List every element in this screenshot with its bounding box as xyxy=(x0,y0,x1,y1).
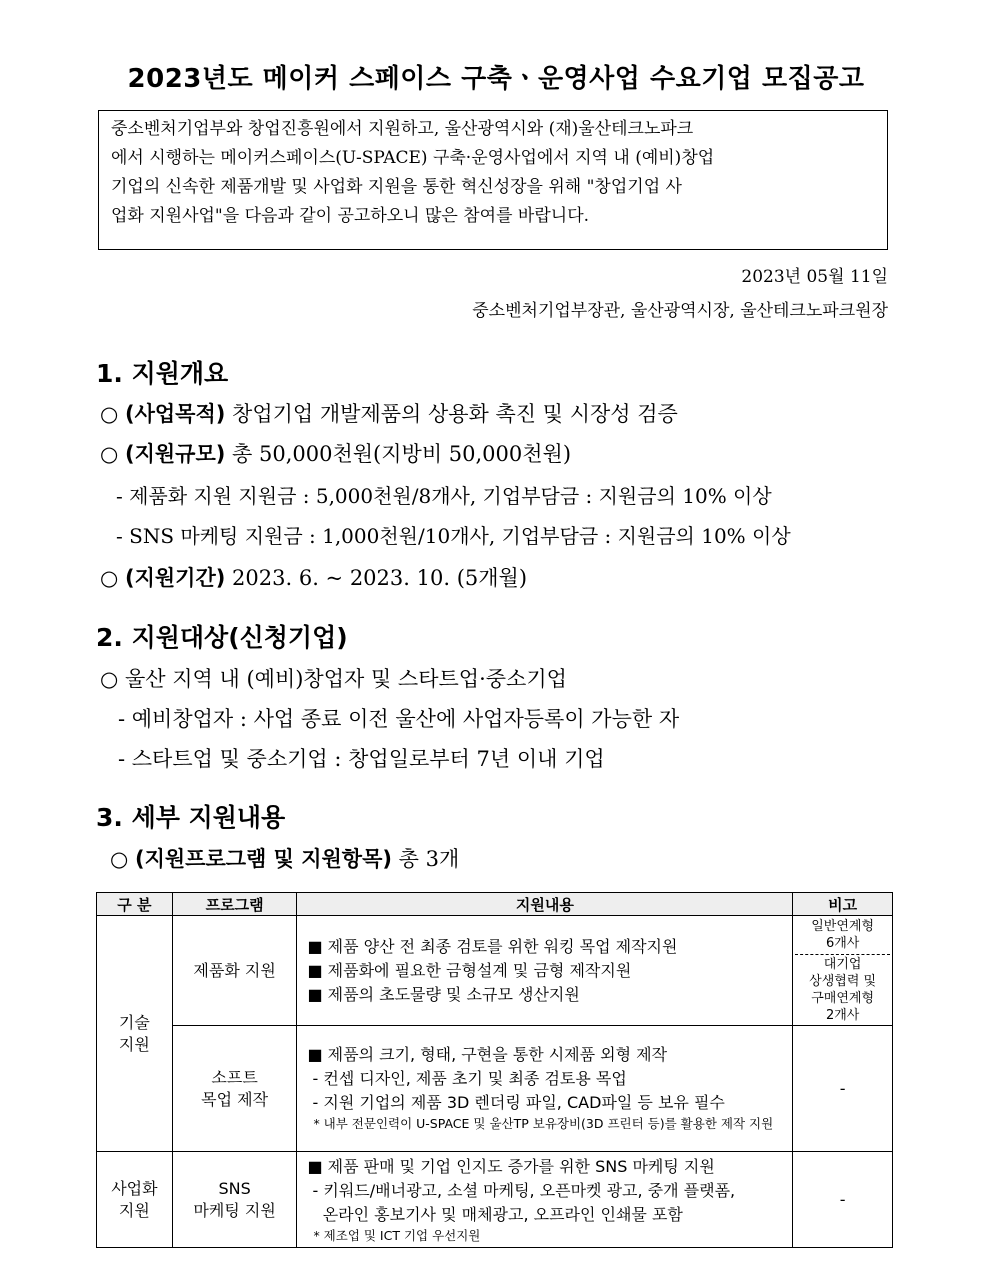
content-item: ■ 제품화에 필요한 금형설계 및 금형 제작지원 xyxy=(307,960,632,980)
target-sub-1: - 예비창업자 : 사업 종료 이전 울산에 사업자등록이 가능한 자 xyxy=(118,707,680,731)
soft-mockup-remark: - xyxy=(793,1026,893,1152)
content-note: * 내부 전문인력이 U-SPACE 및 울산TP 보유장비(3D 프린터 등)를 활용한 제작 지원 xyxy=(313,1115,774,1131)
program-soft-mockup: 소프트 목업 제작 xyxy=(172,1026,297,1152)
remark-large-company: 대기업 상생협력 및 구매연계형 2개사 xyxy=(809,956,877,1023)
target-sub-2: - 스타트업 및 중소기업 : 창업일로부터 7년 이내 기업 xyxy=(118,747,605,771)
purpose-line xyxy=(100,398,678,428)
program-count: 총 3개 xyxy=(398,847,460,871)
sns-marketing-remark: - xyxy=(793,1152,893,1248)
group-commercialization: 사업화 지원 xyxy=(97,1152,173,1248)
section-3-heading: 3. 세부 지원내용 xyxy=(96,803,286,832)
intro-line: 기업의 신속한 제품개발 및 사업화 지원을 통한 혁신성장을 위해 "창업기업 사 xyxy=(111,177,682,197)
scale-sub-1: - 제품화 지원 지원금 : 5,000천원/8개사, 기업부담금 : 지원금의 10% 이상 xyxy=(116,484,772,508)
scale-label: (지원규모) xyxy=(125,442,226,466)
header-content: 지원내용 xyxy=(297,893,793,916)
period-line xyxy=(100,562,527,592)
target-text: 울산 지역 내 (예비)창업자 및 스타트업·중소기업 xyxy=(125,667,567,691)
bullet-circle: ○ xyxy=(100,566,119,590)
content-item: ■ 제품 판매 및 기업 인지도 증가를 위한 SNS 마케팅 지원 xyxy=(307,1156,715,1176)
bullet-circle: ○ xyxy=(110,847,129,871)
target-line xyxy=(100,663,567,693)
program-line xyxy=(110,843,459,873)
table-row xyxy=(97,916,893,1026)
page-title: 2023년도 메이커 스페이스 구축ㆍ운영사업 수요기업 모집공고 xyxy=(127,64,865,94)
period-label: (지원기간) xyxy=(125,566,226,590)
table-row xyxy=(97,1152,893,1248)
program-sns-marketing: SNS 마케팅 지원 xyxy=(172,1152,297,1248)
productization-content xyxy=(297,916,793,1026)
content-item: - 컨셉 디자인, 제품 초기 및 최종 검토용 목업 xyxy=(307,1068,627,1088)
purpose-text: 창업기업 개발제품의 상용화 촉진 및 시장성 검증 xyxy=(232,402,678,426)
program-table xyxy=(96,892,893,1248)
program-productization: 제품화 지원 xyxy=(172,916,297,1026)
section-2-heading: 2. 지원대상(신청기업) xyxy=(96,623,348,652)
soft-mockup-content xyxy=(297,1026,793,1152)
intro-box xyxy=(98,110,888,250)
group-tech-support: 기술 지원 xyxy=(97,916,173,1152)
signers: 중소벤처기업부장관, 울산광역시장, 울산테크노파크원장 xyxy=(472,301,888,321)
intro-line: 업화 지원사업"을 다음과 같이 공고하오니 많은 참여를 바랍니다. xyxy=(111,206,590,226)
scale-text: 총 50,000천원(지방비 50,000천원) xyxy=(232,442,572,466)
content-item: - 키워드/배너광고, 소셜 마케팅, 오픈마켓 광고, 중개 플랫폼, xyxy=(307,1180,736,1200)
header-program: 프로그램 xyxy=(172,893,297,916)
productization-remark xyxy=(793,916,893,1026)
content-note: * 제조업 및 ICT 기업 우선지원 xyxy=(313,1227,481,1243)
scale-line xyxy=(100,438,571,468)
content-item: ■ 제품 양산 전 최종 검토를 위한 워킹 목업 제작지원 xyxy=(307,936,678,956)
table-row xyxy=(97,1026,893,1152)
header-category: 구 분 xyxy=(97,893,173,916)
content-item: ■ 제품의 크기, 형태, 구현을 통한 시제품 외형 제작 xyxy=(307,1044,668,1064)
content-item: ■ 제품의 초도물량 및 소규모 생산지원 xyxy=(307,984,580,1004)
remark-general: 일반연계형 6개사 xyxy=(811,918,875,951)
header-remark: 비고 xyxy=(793,893,893,916)
bullet-circle: ○ xyxy=(100,442,119,466)
intro-line: 중소벤처기업부와 창업진흥원에서 지원하고, 울산광역시와 (재)울산테크노파크 xyxy=(111,119,694,139)
intro-line: 에서 시행하는 메이커스페이스(U-SPACE) 구축·운영사업에서 지역 내 (예비)창업 xyxy=(111,148,715,168)
bullet-circle: ○ xyxy=(100,402,119,426)
purpose-label: (사업목적) xyxy=(125,402,226,426)
content-item: - 지원 기업의 제품 3D 렌더링 파일, CAD파일 등 보유 필수 xyxy=(307,1092,725,1112)
sns-marketing-content xyxy=(297,1152,793,1248)
bullet-circle: ○ xyxy=(100,667,119,691)
section-1-heading: 1. 지원개요 xyxy=(96,359,229,388)
program-label: (지원프로그램 및 지원항목) xyxy=(135,847,392,871)
scale-sub-2: - SNS 마케팅 지원금 : 1,000천원/10개사, 기업부담금 : 지원금의 10% 이상 xyxy=(116,524,791,548)
period-text: 2023. 6. ~ 2023. 10. (5개월) xyxy=(232,566,528,590)
announcement-date: 2023년 05월 11일 xyxy=(741,267,888,287)
content-item: 온라인 홍보기사 및 매체광고, 오프라인 인쇄물 포함 xyxy=(307,1204,683,1224)
table-header-row xyxy=(97,893,893,916)
